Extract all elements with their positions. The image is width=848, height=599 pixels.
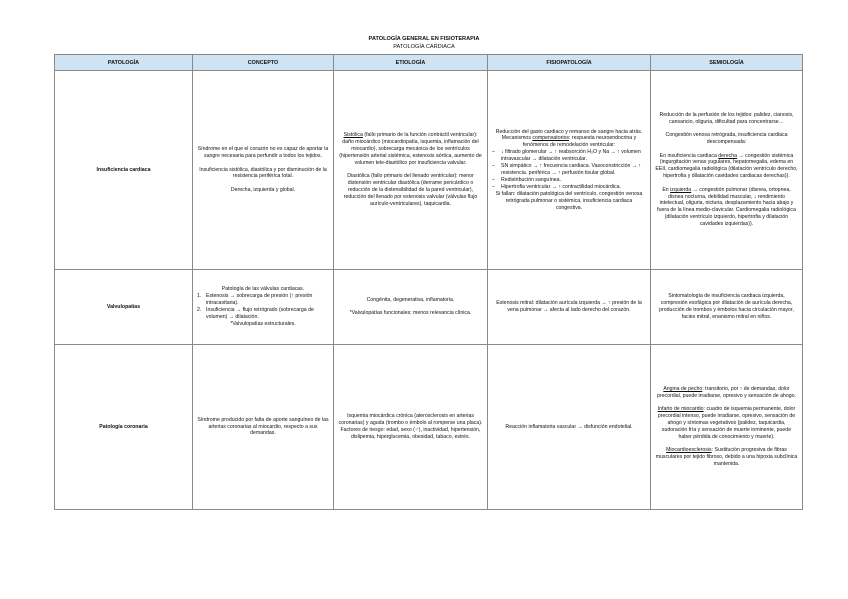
etiologia-text (338, 132, 483, 167)
fisiopatologia-text: Estenosis mitral: dilatación aurícula izquierda → ↑ presión de la vena pulmonar → afecta al lado derecho del corazón. (496, 300, 642, 313)
list-item: – Hipertrofia ventricular → ↑ contractilidad miocárdica. (492, 183, 621, 190)
header-fisiopatologia: FISIOPATOLOGÍA (488, 55, 651, 71)
document-title: PATOLOGÍA GENERAL EN FISIOTERAPIA (368, 36, 480, 42)
semiologia-text (655, 447, 798, 468)
list-item (197, 307, 329, 321)
semiologia-text (655, 406, 798, 441)
concepto-note: *Valvulopatías estructurales. (230, 320, 296, 327)
concepto-cell (193, 345, 334, 510)
concepto-cell (193, 270, 334, 345)
table-row (55, 270, 803, 345)
header-concepto: CONCEPTO (193, 55, 334, 71)
table-row (55, 345, 803, 510)
pathology-name: Valvulopatías (55, 270, 193, 345)
fisiopatologia-cell (488, 345, 651, 510)
etiologia-cell (334, 71, 488, 270)
fisio-post: : respuesta neuroendocrina y fenómenos de remodelación ventricular: (522, 135, 637, 149)
list-item: – Redistribución sanguínea. (492, 176, 561, 183)
semio-term: izquierda (670, 186, 692, 193)
list-number: 1. (197, 293, 202, 300)
fisiopatologia-text (492, 135, 646, 149)
pathology-table (54, 54, 803, 510)
semiologia-text (655, 153, 798, 181)
header-semiologia: SEMIOLOGÍA (651, 55, 803, 71)
semiologia-text: Sintomatología de insuficiencia cardiaca izquierda, compresión esofágica por dilatación de aurícula derecha, producción de trombos y émbolos hacia circulación mayor, facies mitral, enanismo mitral en niños. (659, 293, 794, 320)
semio-post: : transitorio, por ↑ de demandas, dolor precordial, puede irradiarse, opresivo y sensación de ahogo. (657, 385, 796, 399)
semio-pre: En (662, 186, 671, 193)
etiologia-text: Congénita, degenerativa, inflamatoria. (366, 296, 455, 303)
semiologia-text: Congestión venosa retrógrada, insuficiencia cardiaca descompensada: (665, 132, 788, 146)
semio-term: Infarto de miocardio (657, 406, 704, 413)
semiologia-cell (651, 270, 803, 345)
fisiopatologia-text: Si fallan: dilatación patológica del ventrículo, congestión venosa retrógrada pulmonar o sistémica, insuficiencia cardiaca congestiva. (495, 190, 643, 211)
list-number: 2. (197, 307, 202, 313)
semiologia-cell (651, 345, 803, 510)
etiologia-text: Diastólica (fallo primario del llenado ventricular): menor distensión ventricular diastólica (derrame pericárdico o reducción de la distensibilidad de la pared ventricular), reducción del llenado por estenosis valvular (válvulas flujo aurículo-ventriculares), taquicardia. (343, 173, 478, 207)
header-row (55, 55, 803, 71)
fisiopatologia-text: Reacción inflamatoria vascular → disfunción endotelial. (505, 423, 633, 430)
etiologia-term: Sistólica (343, 132, 363, 139)
header-patologia: PATOLOGÍA (55, 55, 193, 71)
semio-term: derecha (718, 152, 738, 159)
list-item-text: Estenosis → sobrecarga de presión (↑ presión intracavitaria). (206, 293, 313, 307)
semio-post: → congestión pulmonar (disnea, ortopnea, disnea nocturna, debilidad muscular, ↓ rendimiento intelectual, oliguria, nicturia, desplazamiento hacia abajo y fuera de la línea medio-clavicular. Cardiomegalia radiológica (dilatación ventrículo izquierdo, hipertrofia y dilatación cavidades izquierdas)). (657, 186, 796, 228)
list-item-text: ↓ filtrado glomerular → ↑ reabsorción H₂O y Na → ↑ volumen intravascular → dilatación ventricular. (501, 149, 641, 163)
concepto-text: Insuficiencia sistólica, diastólica y por disminución de la resistencia periférica total. (199, 166, 327, 180)
semiologia-cell (651, 71, 803, 270)
semiologia-text (655, 386, 798, 400)
semio-post: : cuadro de isquemia permanente, dolor precordial intenso, puede irradiarse, opresivo, sensación de ahogo y síntomas vegetativos (palidez, taquicardia, sudoración fría y sensación de muerte inminente, puede haber pérdida de conocimiento y muerte). (657, 406, 796, 440)
header-etiologia: ETIOLOGÍA (334, 55, 488, 71)
document-subtitle: PATOLOGÍA CARDIACA (393, 44, 455, 50)
concepto-text: Patología de las válvulas cardiacas. (221, 286, 305, 293)
fisio-term: compensatorios (532, 135, 569, 142)
etiologia-text: Isquemia miocárdica crónica (aterosclerosis en arterias coronarias) y aguda (trombo o émbolo al romperse una placa). (338, 413, 483, 427)
semio-post: → congestión sistémica (ingurgitación venas yugulares, hepatomegalia, edema en EEII, cardiomegalia radiológica (dilatación ventrículo derecho, hipertrofia y dilatación cavidades cardiacas derechas)). (655, 152, 798, 180)
fisiopatologia-cell (488, 71, 651, 270)
pathology-name: Patología coronaria (55, 345, 193, 510)
etiologia-cell (334, 345, 488, 510)
list-item (197, 293, 329, 307)
etiologia-term-text: (fallo primario de la función contráctil ventricular): daño miocárdico (miocardiopatía, isquemia, inflamación del miocardio), sobrecarga mecánica de los ventrículos (hipertensión arterial sistémica, estenosis aórtica, aumento de volumen tele-diastólico por insuficiencia valvular. (339, 132, 482, 166)
list-item-text: SN simpático → ↑ frecuencia cardiaca. Vasoconstricción → ↑ resistencia. periférica → ↑ perfusión tisular global. (501, 163, 642, 176)
list-item-text: Insuficiencia → flujo retrógrado (sobrecarga de volumen) → dilatación. (206, 307, 314, 320)
semio-pre: En insuficiencia cardiaca (659, 152, 719, 159)
semio-term: Miocardioesclerosis (666, 447, 712, 454)
etiologia-text: Factores de riesgo: edad, sexo (♂), inactividad, hipertensión, dislipemia, hiperglucemia, obesidad, tabaco, estrés. (340, 427, 481, 440)
concepto-text: Síndrome producido por falta de aporte sanguíneo de las arterias coronarias al miocardio, respecto a sus demandas. (197, 416, 329, 437)
concepto-text: Síndrome en el que el corazón no es capaz de aportar la sangre necesaria para perfundir a todos los tejidos. (197, 146, 329, 160)
list-item-text: Redistribución sanguínea. (501, 176, 561, 183)
concepto-cell (193, 71, 334, 270)
concepto-text: Derecha, izquierda y global. (230, 186, 296, 193)
list-item: – SN simpático → ↑ frecuencia cardiaca. Vasoconstricción → ↑ resistencia. periférica → ↑ perfusión tisular global. (492, 163, 642, 176)
fisio-pre: Mecanismos (501, 135, 533, 142)
table-row (55, 71, 803, 270)
list-item: – ↓ filtrado glomerular → ↑ reabsorción H₂O y Na → ↑ volumen intravascular → dilatación ventricular. (492, 149, 641, 163)
semio-term: Angina de pecho (663, 385, 703, 392)
semio-post: : Sustitución progresiva de fibras musculares por tejido fibroso, debido a una hipoxia subclínica mantenida. (655, 447, 798, 468)
fisiopatologia-text: Reducción del gasto cardiaco y remanso de sangre hacia atrás. (495, 128, 643, 135)
list-item-text: Hipertrofia ventricular → ↑ contractilidad miocárdica. (501, 183, 621, 190)
fisiopatologia-cell (488, 270, 651, 345)
semiologia-text: Reducción de la perfusión de los tejidos: palidez, cianosis, cansancio, oliguria, dificultad para concentrarse… (659, 111, 794, 125)
etiologia-cell (334, 270, 488, 345)
etiologia-text: *Valvulopatías funcionales: menos relevancia clínica. (349, 310, 472, 317)
semiologia-text (655, 187, 798, 228)
pathology-name: Insuficiencia cardiaca (55, 71, 193, 270)
